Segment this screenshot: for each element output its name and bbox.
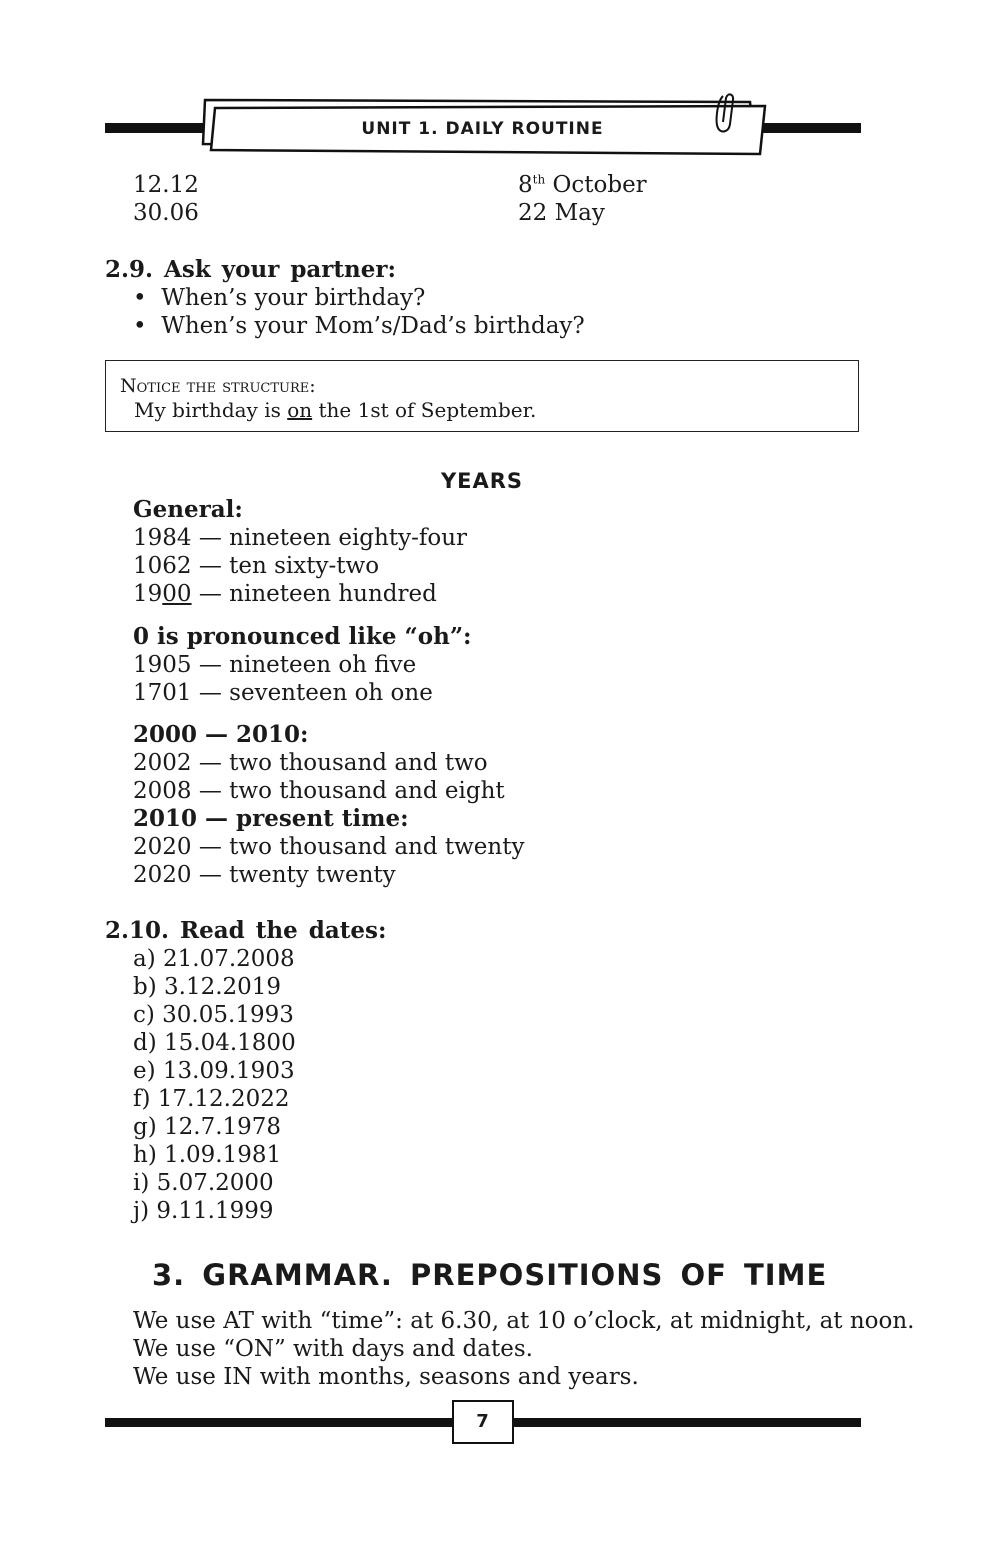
grammar-line: We use IN with months, seasons and years. xyxy=(133,1364,639,1390)
date-right-1: 8th October xyxy=(518,172,647,198)
date-item: f) 17.12.2022 xyxy=(133,1086,290,1112)
date-left-1: 12.12 xyxy=(133,172,199,198)
general-title: General: xyxy=(133,496,243,523)
year-example: 1984 — nineteen eighty-four xyxy=(133,525,468,551)
exercise-2-9-title: 2.9. Ask your partner: xyxy=(105,256,397,283)
bullet-item: • When’s your birthday? xyxy=(133,285,426,311)
page-number: 7 xyxy=(452,1400,514,1444)
bullet-item: • When’s your Mom’s/Dad’s birthday? xyxy=(133,313,585,339)
footer-rule-left xyxy=(105,1418,455,1427)
year-example: 1701 — seventeen oh one xyxy=(133,680,433,706)
date-item: d) 15.04.1800 xyxy=(133,1030,296,1056)
notice-label: Notice the structure: xyxy=(120,375,316,397)
grammar-heading: 3. GRAMMAR. PREPOSITIONS OF TIME xyxy=(152,1258,828,1292)
year-example: 1900 — nineteen hundred xyxy=(133,581,437,607)
year-example: 2002 — two thousand and two xyxy=(133,750,488,776)
range-title: 2000 — 2010: xyxy=(133,721,309,748)
date-item: c) 30.05.1993 xyxy=(133,1002,294,1028)
years-heading: YEARS xyxy=(440,469,524,493)
date-item: g) 12.7.1978 xyxy=(133,1114,282,1140)
notice-text: My birthday is on the 1st of September. xyxy=(134,398,537,422)
date-item: h) 1.09.1981 xyxy=(133,1142,282,1168)
date-item: a) 21.07.2008 xyxy=(133,946,295,972)
footer-rule-right xyxy=(512,1418,861,1427)
date-item: e) 13.09.1903 xyxy=(133,1058,295,1084)
year-example: 1062 — ten sixty-two xyxy=(133,553,380,579)
header-rule-left xyxy=(105,123,205,133)
grammar-line: We use AT with “time”: at 6.30, at 10 o’clock, at midnight, at noon. xyxy=(133,1308,915,1334)
grammar-line: We use “ON” with days and dates. xyxy=(133,1336,533,1362)
unit-title: UNIT 1. DAILY ROUTINE xyxy=(361,119,604,139)
date-item: i) 5.07.2000 xyxy=(133,1170,274,1196)
date-right-2: 22 May xyxy=(518,200,605,226)
present-title: 2010 — present time: xyxy=(133,805,409,832)
exercise-2-10-title: 2.10. Read the dates: xyxy=(105,917,387,944)
year-example: 2020 — twenty twenty xyxy=(133,862,396,888)
year-example: 2020 — two thousand and twenty xyxy=(133,834,525,860)
date-item: j) 9.11.1999 xyxy=(133,1198,274,1224)
date-item: b) 3.12.2019 xyxy=(133,974,282,1000)
year-example: 2008 — two thousand and eight xyxy=(133,778,505,804)
year-example: 1905 — nineteen oh five xyxy=(133,652,417,678)
oh-title: 0 is pronounced like “oh”: xyxy=(133,623,472,650)
date-left-2: 30.06 xyxy=(133,200,199,226)
